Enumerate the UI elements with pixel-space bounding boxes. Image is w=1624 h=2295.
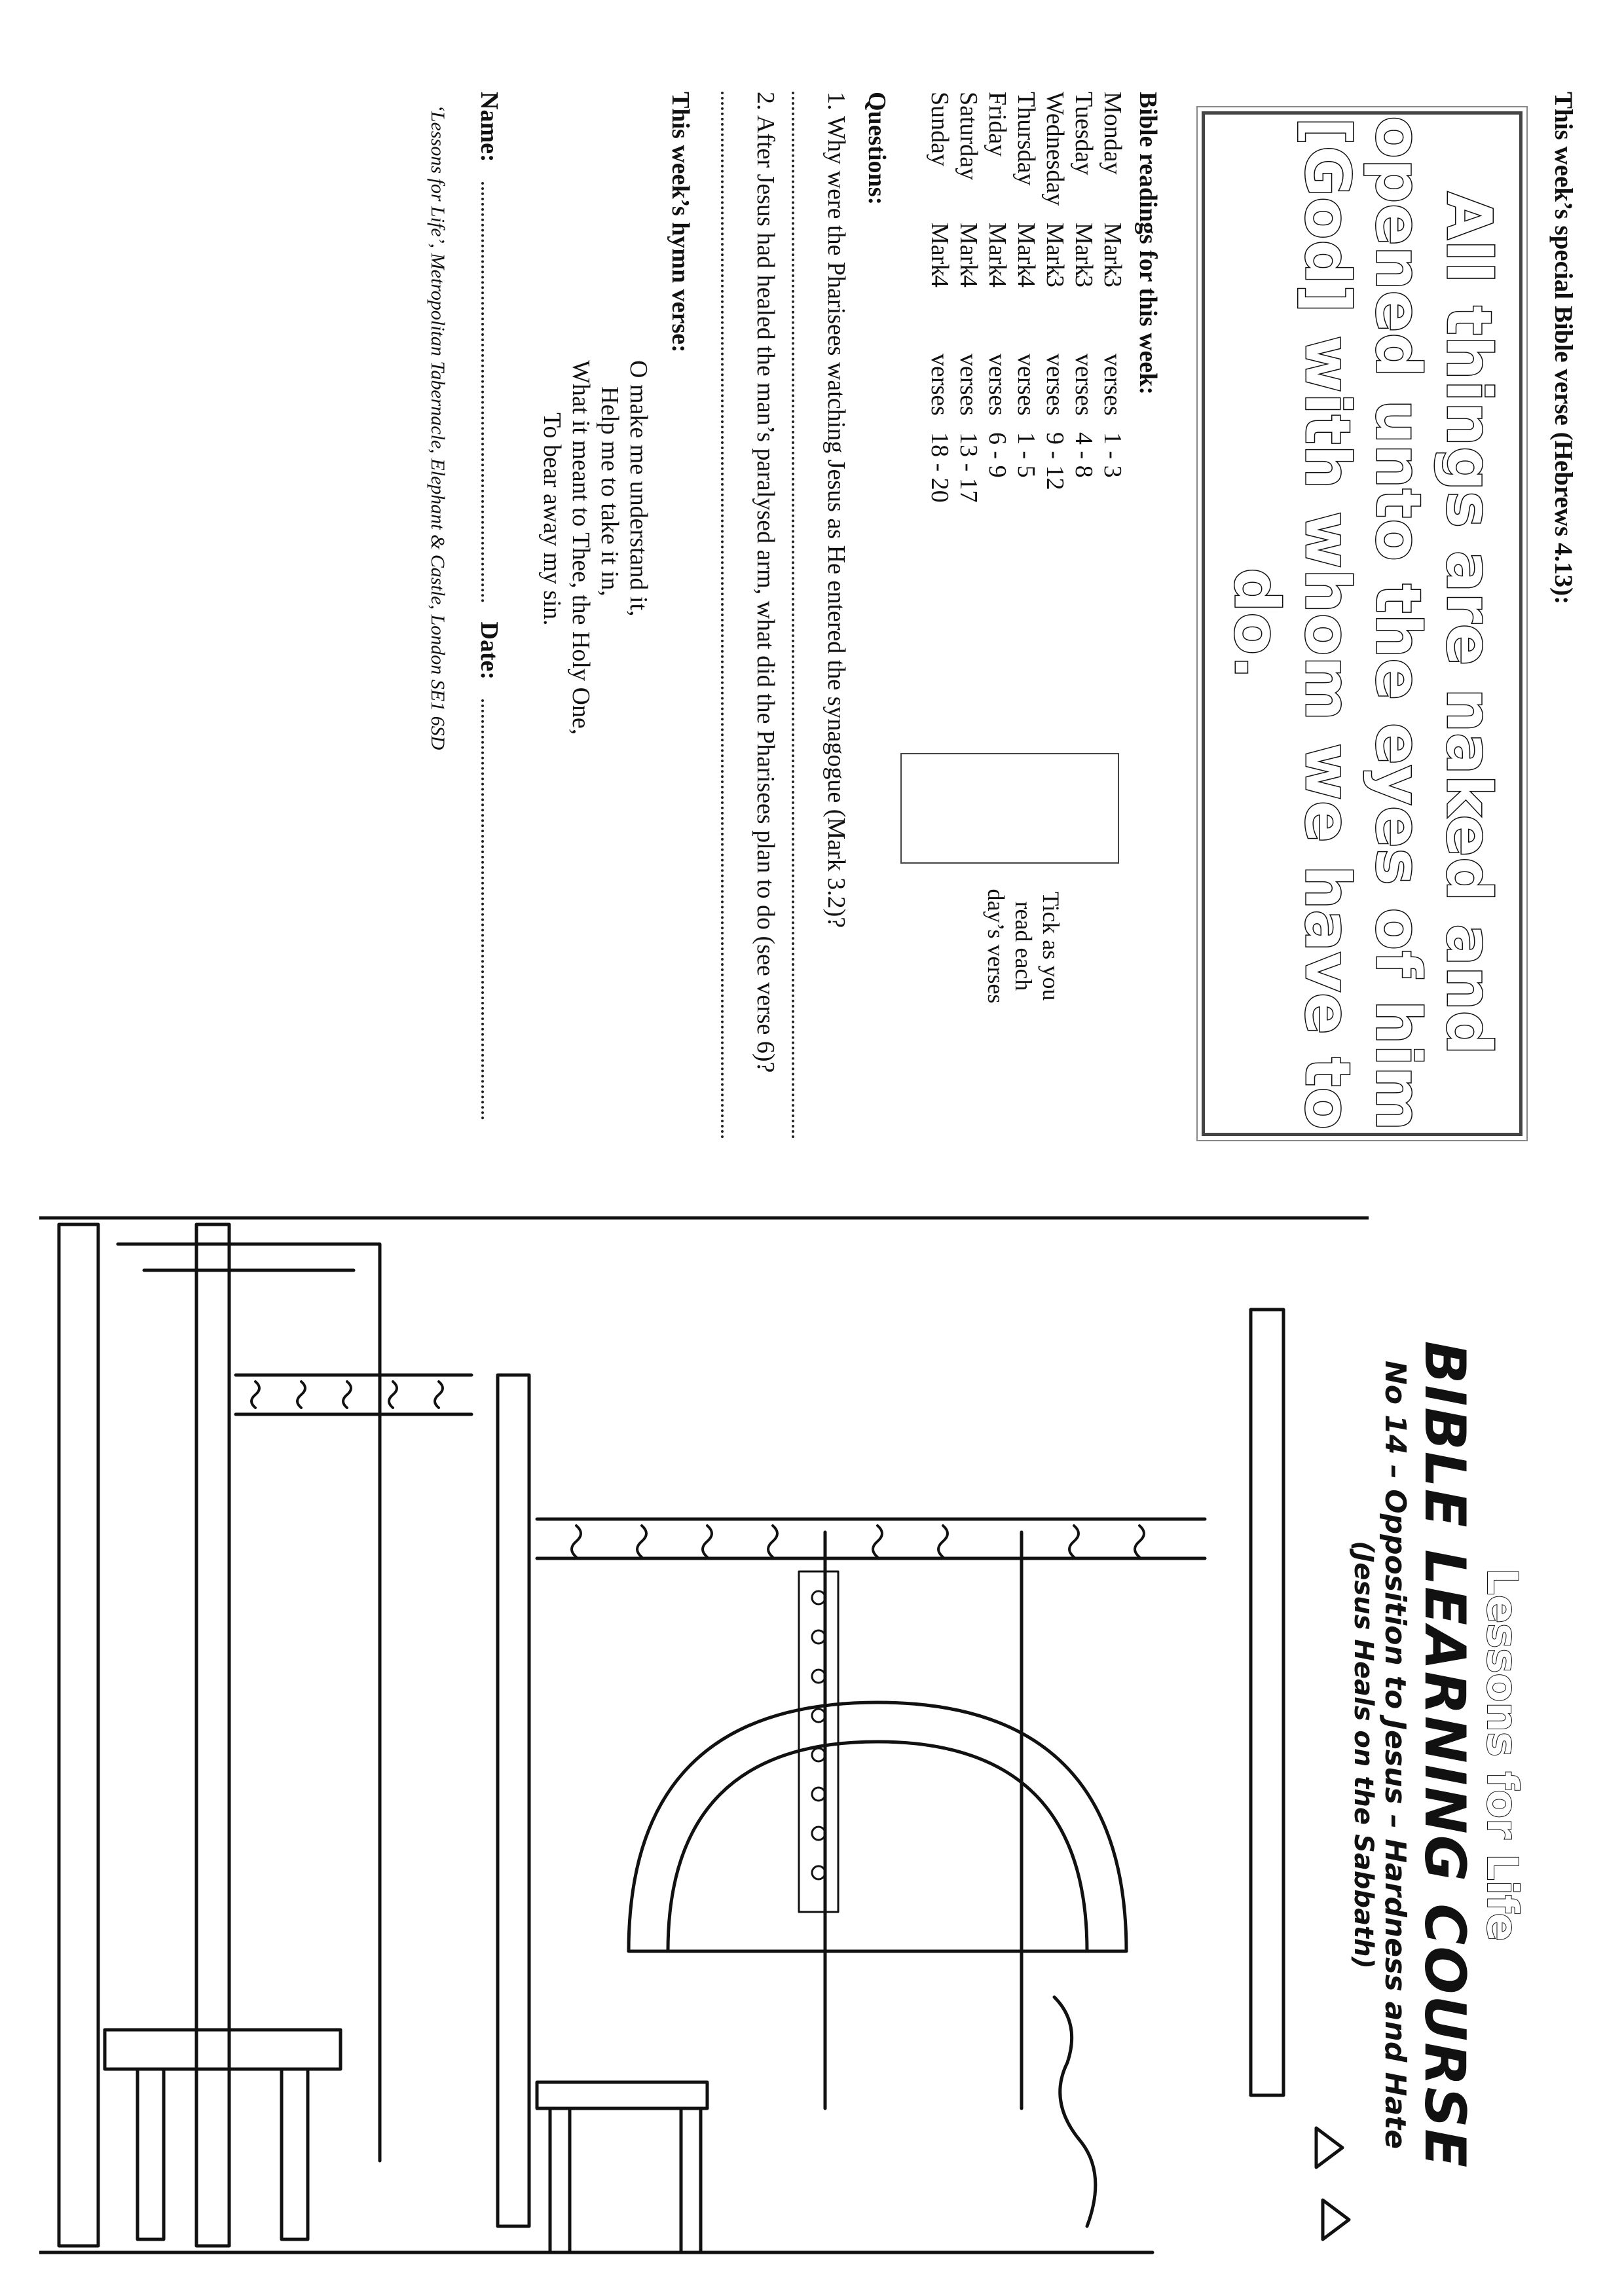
reading-day: Friday bbox=[984, 92, 1011, 157]
reading-range: 4 - 8 bbox=[1070, 432, 1098, 478]
reading-book: Mark bbox=[1070, 223, 1098, 277]
reading-row-tuesday bbox=[1069, 92, 1098, 1139]
reading-chapter: 4 bbox=[926, 275, 953, 287]
reading-verses-label: verses bbox=[1099, 354, 1126, 416]
reading-verses-label: verses bbox=[1041, 354, 1069, 416]
tick-box[interactable] bbox=[900, 753, 1119, 864]
hymn-line: To bear away my sin. bbox=[538, 413, 566, 626]
hymn-line: Help me to take it in, bbox=[596, 386, 623, 597]
reading-verses-label: verses bbox=[984, 354, 1011, 416]
hymn-line: What it meant to Thee, the Holy One, bbox=[567, 360, 595, 735]
hymn-verse bbox=[538, 360, 653, 1139]
reading-day: Thursday bbox=[1012, 92, 1040, 186]
reading-book: Mark bbox=[955, 223, 982, 277]
credit-line: ‘Lessons for Life’, Metropolitan Tabernacle, Elephant & Castle, London SE1 6SD bbox=[427, 105, 449, 750]
reading-day: Tuesday bbox=[1070, 92, 1098, 175]
hymn-heading: This week’s hymn verse: bbox=[667, 92, 694, 353]
answer-line-2[interactable] bbox=[721, 92, 746, 1139]
reading-verses-label: verses bbox=[926, 354, 953, 416]
readings-table bbox=[925, 92, 1127, 1139]
reading-chapter: 4 bbox=[1012, 275, 1040, 287]
reading-row-monday bbox=[1098, 92, 1127, 1139]
name-field[interactable] bbox=[481, 182, 504, 602]
hymn-line: O make me understand it, bbox=[625, 360, 652, 617]
reading-day: Wednesday bbox=[1041, 92, 1069, 206]
reading-day: Sunday bbox=[926, 92, 953, 166]
reading-range: 9 - 12 bbox=[1041, 432, 1069, 490]
date-label: Date: bbox=[475, 621, 503, 680]
tick-instruction: Tick as you read each day’s verses bbox=[983, 889, 1064, 1004]
reading-range: 13 - 17 bbox=[955, 432, 982, 503]
reading-chapter: 4 bbox=[955, 275, 982, 287]
lesson-subtitle: (Jesus Heals on the Sabbath) bbox=[1348, 1541, 1378, 1969]
course-title: BIBLE LEARNING COURSE bbox=[1412, 1340, 1477, 2169]
name-label: Name: bbox=[475, 92, 503, 162]
reading-range: 6 - 9 bbox=[984, 432, 1011, 478]
special-verse-heading: This week’s special Bible verse (Hebrews 4.13): bbox=[1549, 92, 1578, 605]
reading-range: 18 - 20 bbox=[926, 432, 953, 503]
series-title: Lessons for Life bbox=[1477, 1568, 1526, 1941]
name-date-row bbox=[475, 92, 504, 1139]
reading-book: Mark bbox=[1041, 223, 1069, 277]
reading-chapter: 4 bbox=[984, 275, 1011, 287]
question-1: 1. Why were the Pharisees watching Jesus as He entered the synagogue (Mark 3.2)? bbox=[822, 92, 850, 928]
reading-chapter: 3 bbox=[1070, 275, 1098, 287]
reading-chapter: 3 bbox=[1099, 275, 1126, 287]
reading-book: Mark bbox=[984, 223, 1011, 277]
reading-book: Mark bbox=[926, 223, 953, 277]
answer-line-1[interactable] bbox=[792, 92, 817, 1139]
reading-verses-label: verses bbox=[1012, 354, 1040, 416]
question-2: 2. After Jesus had healed the man’s paralysed arm, what did the Pharisees plan to do (see verse 6)? bbox=[752, 92, 779, 1073]
reading-chapter: 3 bbox=[1041, 275, 1069, 287]
reading-day: Saturday bbox=[955, 92, 982, 181]
worksheet-panel bbox=[72, 92, 1578, 1139]
reading-row-sunday bbox=[925, 92, 954, 1139]
reading-range: 1 - 3 bbox=[1099, 432, 1126, 478]
reading-row-saturday bbox=[954, 92, 983, 1139]
reading-verses-label: verses bbox=[1070, 354, 1098, 416]
special-verse-box bbox=[1202, 111, 1522, 1136]
reading-book: Mark bbox=[1099, 223, 1126, 277]
special-verse-text: All things are naked and opened unto the eyes of him [God] with whom we have to do. bbox=[1221, 116, 1504, 1131]
reading-book: Mark bbox=[1012, 223, 1040, 277]
reading-range: 1 - 5 bbox=[1012, 432, 1040, 478]
reading-verses-label: verses bbox=[955, 354, 982, 416]
synagogue-interior-drawing-icon bbox=[39, 1179, 1369, 2292]
questions-heading: Questions: bbox=[863, 92, 891, 206]
reading-day: Monday bbox=[1099, 92, 1126, 175]
readings-heading: Bible readings for this week: bbox=[1134, 92, 1162, 395]
date-field[interactable] bbox=[481, 699, 504, 1120]
lesson-title: No 14 – Opposition to Jesus – Hardness and Hate bbox=[1378, 1360, 1412, 2150]
